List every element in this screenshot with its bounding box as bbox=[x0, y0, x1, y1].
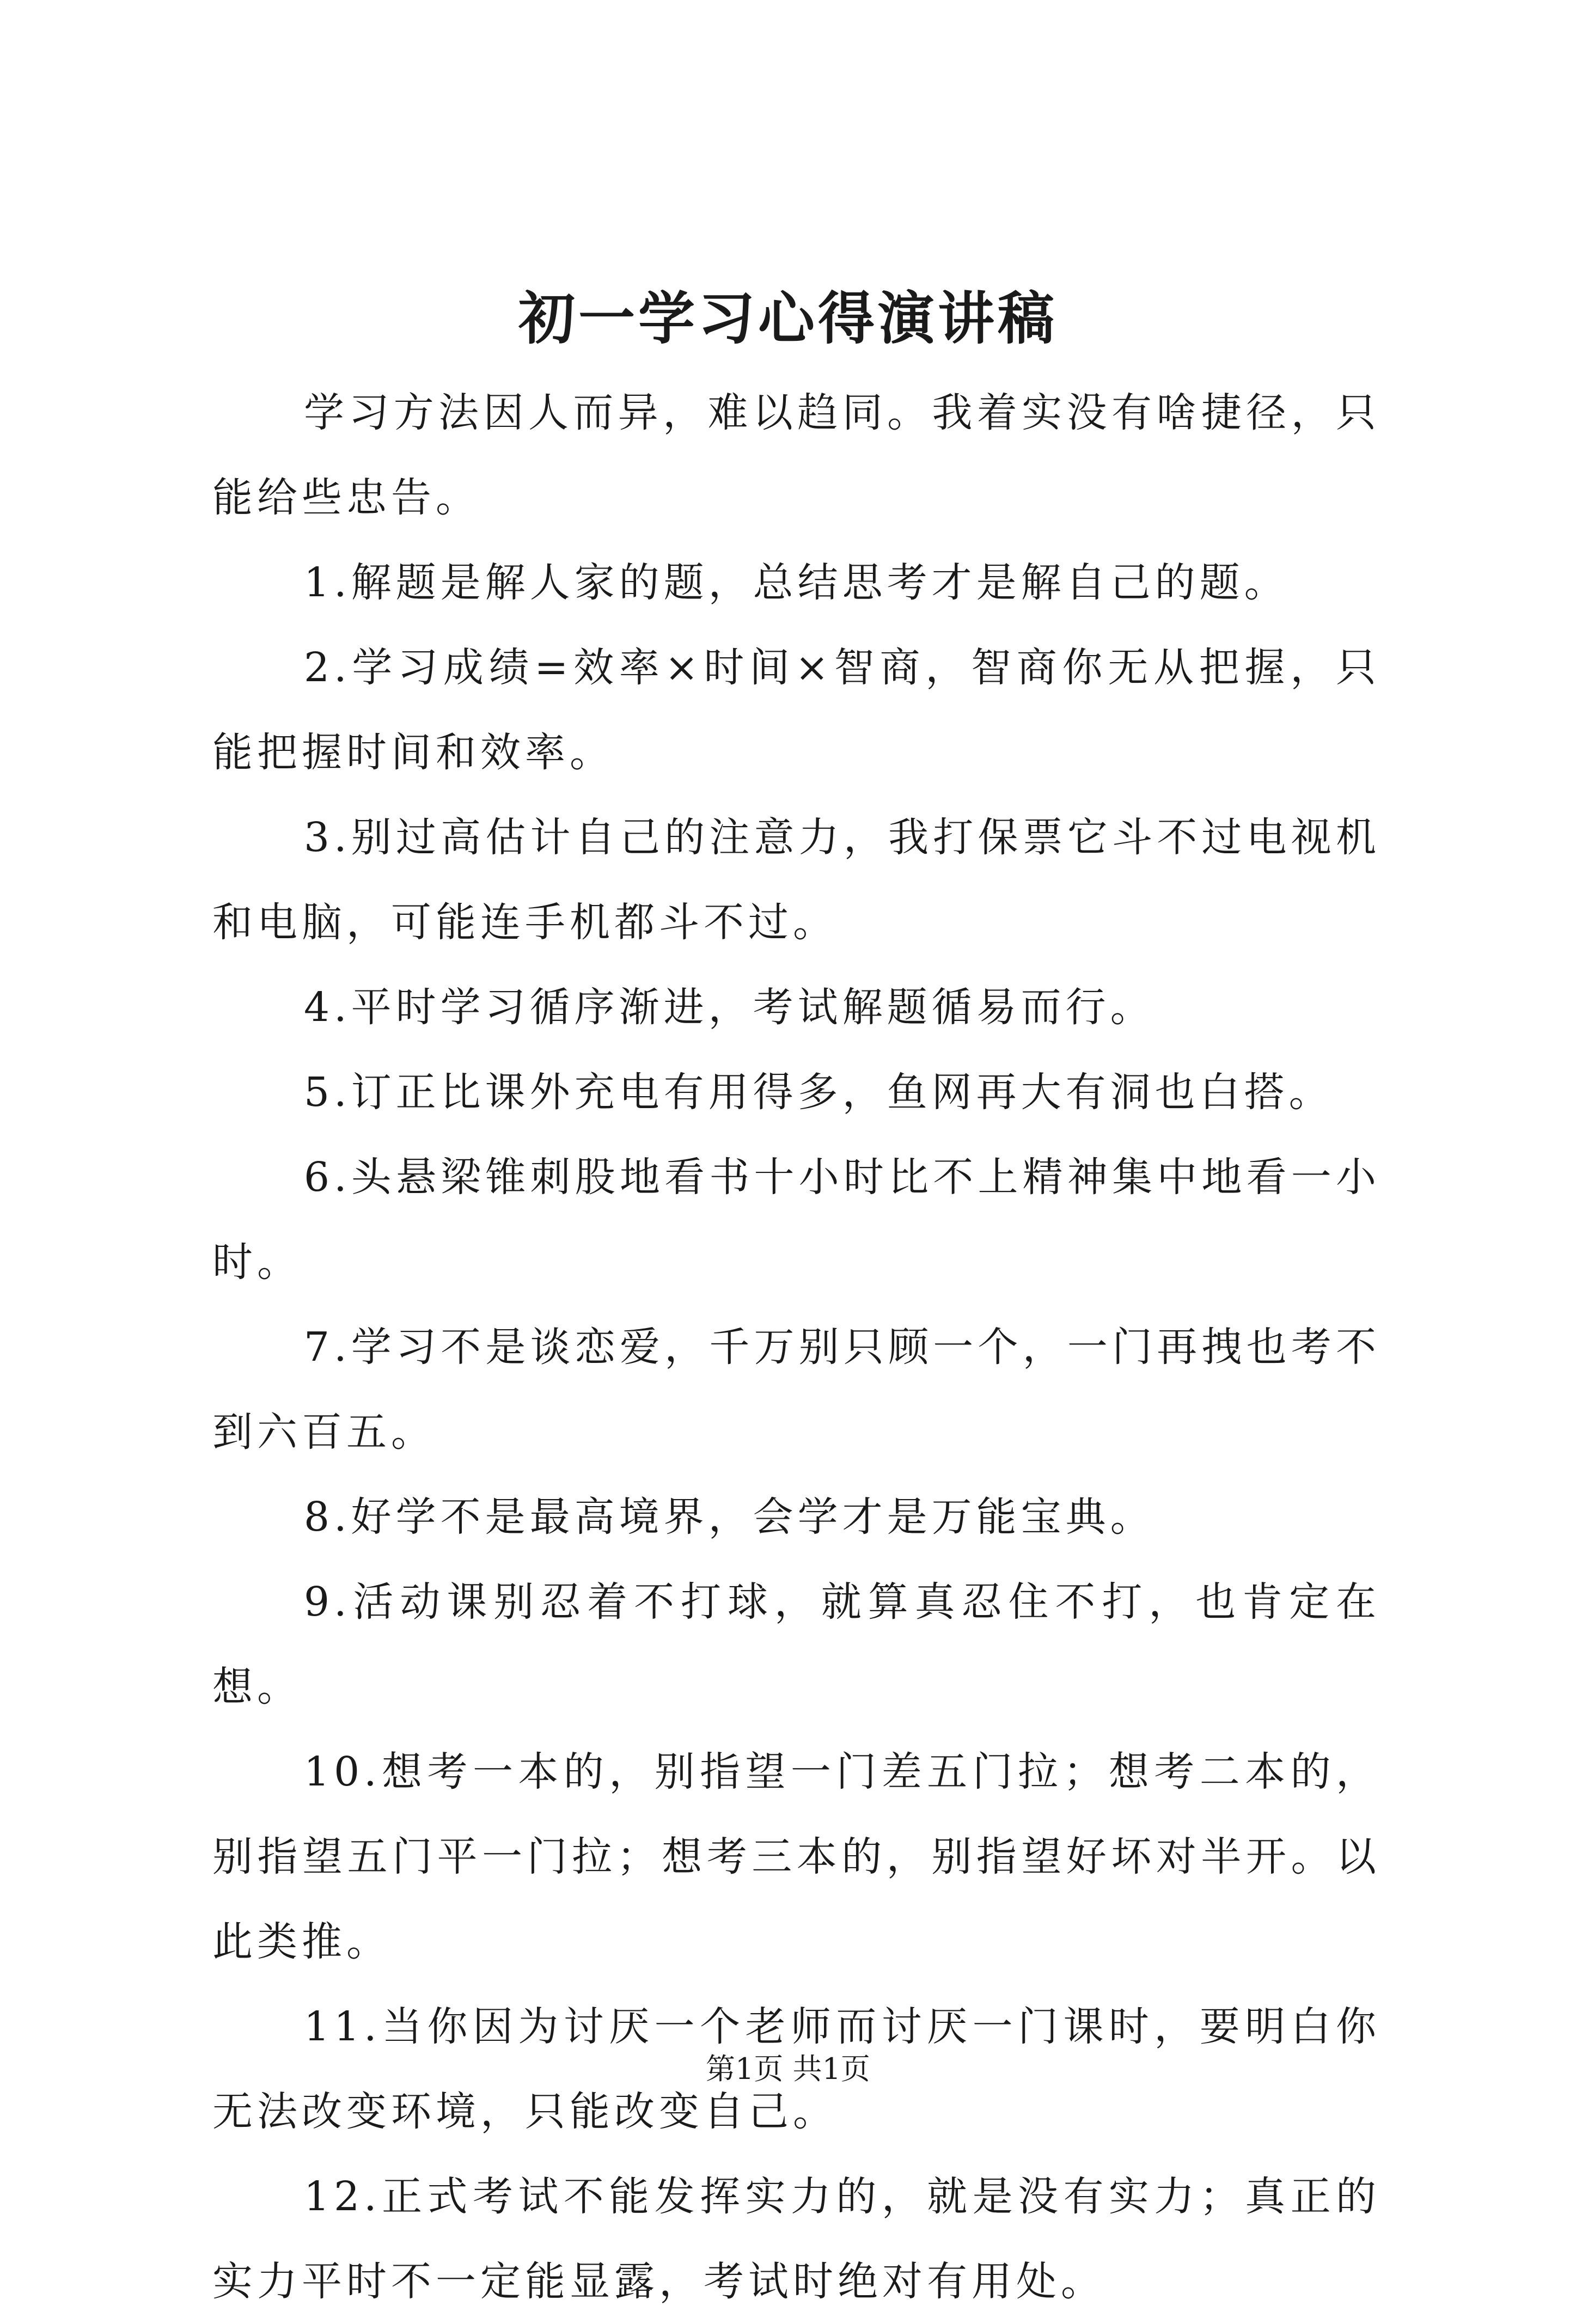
paragraph-tip-7: 7.学习不是谈恋爱，千万别只顾一个，一门再拽也考不到六百五。 bbox=[212, 1324, 1380, 1455]
paragraph-tip-5: 5.订正比课外充电有用得多，鱼网再大有洞也白搭。 bbox=[304, 1069, 1334, 1116]
document-title: 初一学习心得演讲稿 bbox=[518, 285, 1058, 352]
paragraph-tip-12: 12.正式考试不能发挥实力的，就是没有实力；真正的实力平时不一定能显露，考试时绝对有用处。 bbox=[212, 2173, 1380, 2305]
paragraph-tip-6: 6.头悬梁锥刺股地看书十小时比不上精神集中地看一小时。 bbox=[212, 1154, 1380, 1286]
page-number-footer: 第1页 共1页 bbox=[706, 2052, 870, 2086]
document-body bbox=[212, 370, 1380, 2324]
paragraph-tip-3: 3.别过高估计自己的注意力，我打保票它斗不过电视机和电脑，可能连手机都斗不过。 bbox=[212, 814, 1380, 946]
paragraph-intro: 学习方法因人而异，难以趋同。我着实没有啥捷径，只能给些忠告。 bbox=[212, 389, 1380, 521]
paragraph-tip-11: 11.当你因为讨厌一个老师而讨厌一门课时，要明白你无法改变环境，只能改变自己。 bbox=[212, 2003, 1380, 2135]
paragraph-tip-2: 2.学习成绩=效率×时间×智商，智商你无从把握，只能把握时间和效率。 bbox=[212, 644, 1380, 776]
paragraph-tip-10: 10.想考一本的，别指望一门差五门拉；想考二本的，别指望五门平一门拉；想考三本的，别指望好坏对半开。以此类推。 bbox=[212, 1748, 1380, 1965]
paragraph-tip-9: 9.活动课别忍着不打球，就算真忍住不打，也肯定在想。 bbox=[212, 1579, 1380, 1710]
paragraph-tip-1: 1.解题是解人家的题，总结思考才是解自己的题。 bbox=[304, 559, 1289, 606]
paragraph-tip-4: 4.平时学习循序渐进，考试解题循易而行。 bbox=[304, 984, 1155, 1031]
paragraph-tip-8: 8.好学不是最高境界，会学才是万能宝典。 bbox=[304, 1494, 1155, 1540]
